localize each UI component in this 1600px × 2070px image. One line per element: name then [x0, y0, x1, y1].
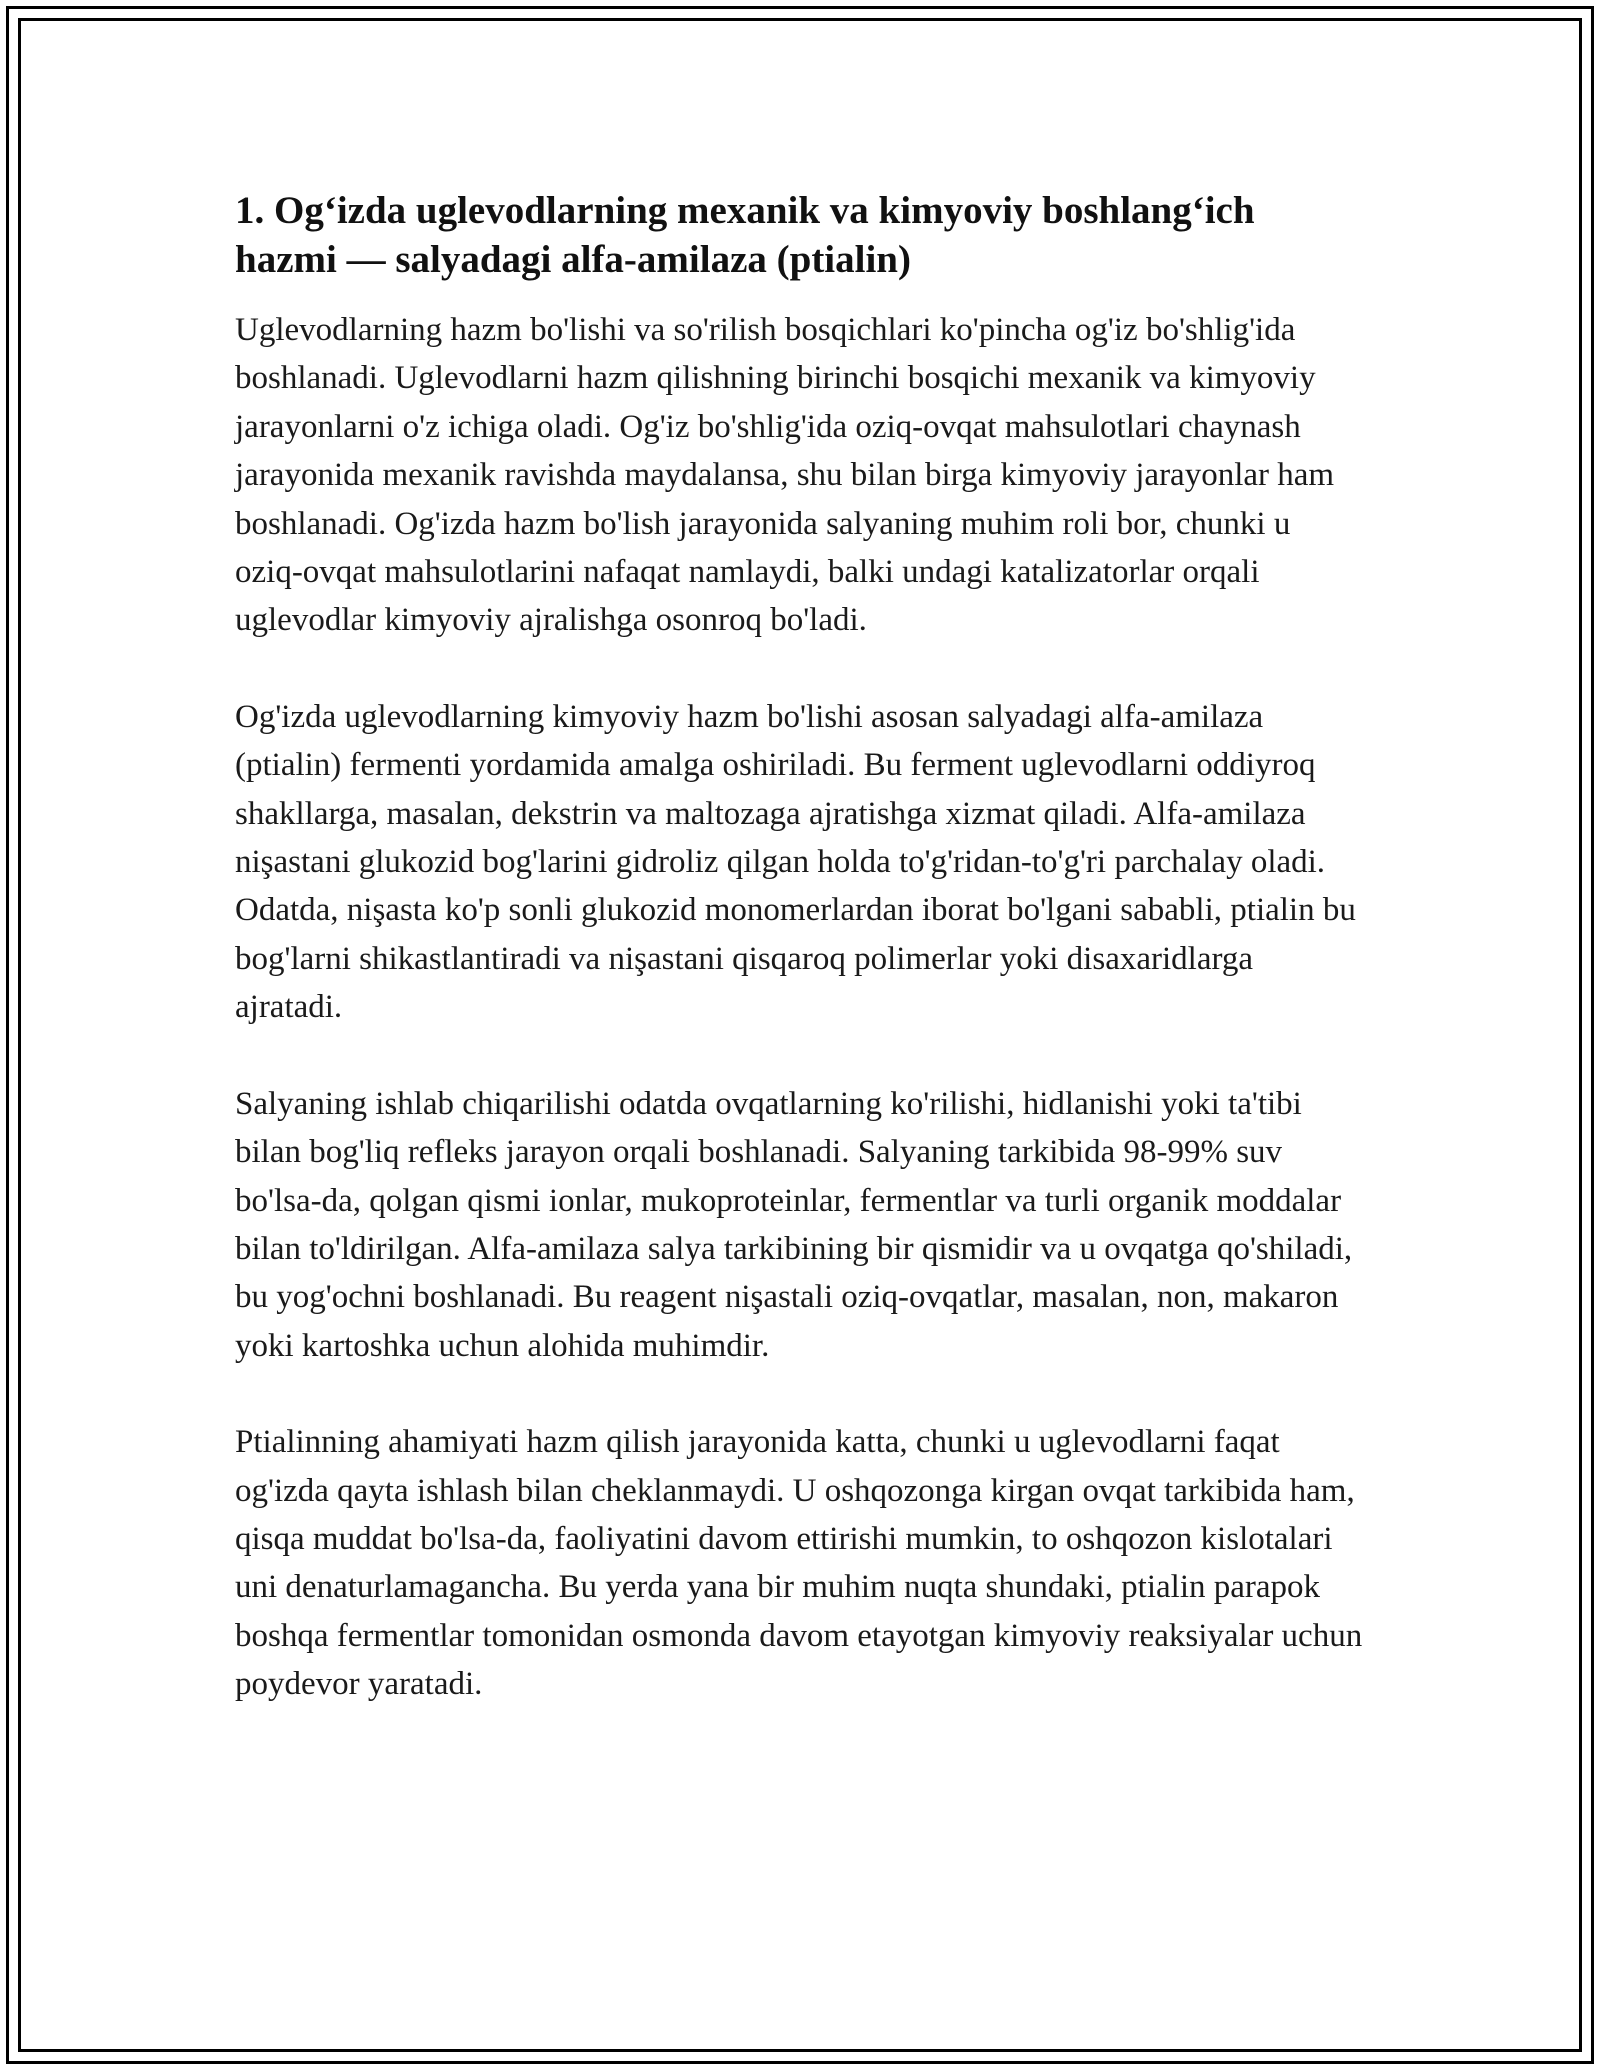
paragraph-4: Ptialinning ahamiyati hazm qilish jarayonida katta, chunki u uglevodlarni faqat og'izda qayta ishlash bilan cheklanmaydi. U oshqozonga kirgan ovqat tarkibida ham, qisqa muddat bo'lsa-da, faoliyatini davom ettirishi mumkin, to oshqozon kislotalari uni denaturlamaganchа. Bu yerda yana bir muhim nuqta shundaki, ptialin parapok boshqa fermentlar tomonidan osmonda davom etayotgan kimyoviy reaksiyalar uchun poydevor yaratadi. [235, 1424, 1363, 1703]
paragraph-1: Uglevodlarning hazm bo'lishi va so'rilish bosqichlari ko'pincha og'iz bo'shlig'ida boshlanadi. Uglevodlarni hazm qilishning birinchi bosqichi mexanik va kimyoviy jarayonlarni o'z ichiga oladi. Og'iz bo'shlig'ida oziq-ovqat mahsulotlari chaynash jarayonida mexanik ravishda maydalansa, shu bilan birga kimyoviy jarayonlar ham boshlanadi. Og'izda hazm bo'lish jarayonida salyaning muhim roli bor, chunki u oziq-ovqat mahsulotlarini nafaqat namlaydi, balki undagi katalizatorlar orqali uglevodlar kimyoviy ajralishga osonroq bo'ladi. [235, 312, 1335, 639]
section-heading: 1. Og‘izda uglevodlarning mexanik va kimyoviy boshlang‘ich hazmi — salyadagi alfa-amilaza (ptialin) [235, 189, 1255, 281]
paragraph-2: Og'izda uglevodlarning kimyoviy hazm bo'lishi asosan salyadagi alfa-amilaza (ptialin) fermenti yordamida amalga oshiriladi. Bu ferment uglevodlarni oddiyroq shakllarga, masalan, dekstrin va maltozaga ajratishga xizmat qiladi. Alfa-amilaza nişastani glukozid bog'larini gidroliz qilgan holda to'g'ridan-to'g'ri parchalay oladi. Odatda, nişasta ko'p sonli glukozid monomerlardan iborat bo'lgani sababli, ptialin bu bog'larni shikastlantiradi va nişastani qisqaroq polimerlar yoki disaxaridlarga ajratadi. [235, 698, 1356, 1026]
document-body [235, 186, 1365, 1757]
paragraph-3: Salyaning ishlab chiqarilishi odatda ovqatlarning ko'rilishi, hidlanishi yoki ta'tibi bilan bog'liq refleks jarayon orqali boshlanadi. Salyaning tarkibida 98-99% suv bo'lsa-da, qolgan qismi ionlar, mukoproteinlar, fermentlar va turli organik moddalar bilan to'ldirilgan. Alfa-amilaza salya tarkibining bir qismidir va u ovqatga qo'shiladi, bu yog'ochni boshlanadi. Bu reagent nişastali oziq-ovqatlar, masalan, non, makaron yoki kartoshka uchun alohida muhimdir. [235, 1085, 1353, 1364]
